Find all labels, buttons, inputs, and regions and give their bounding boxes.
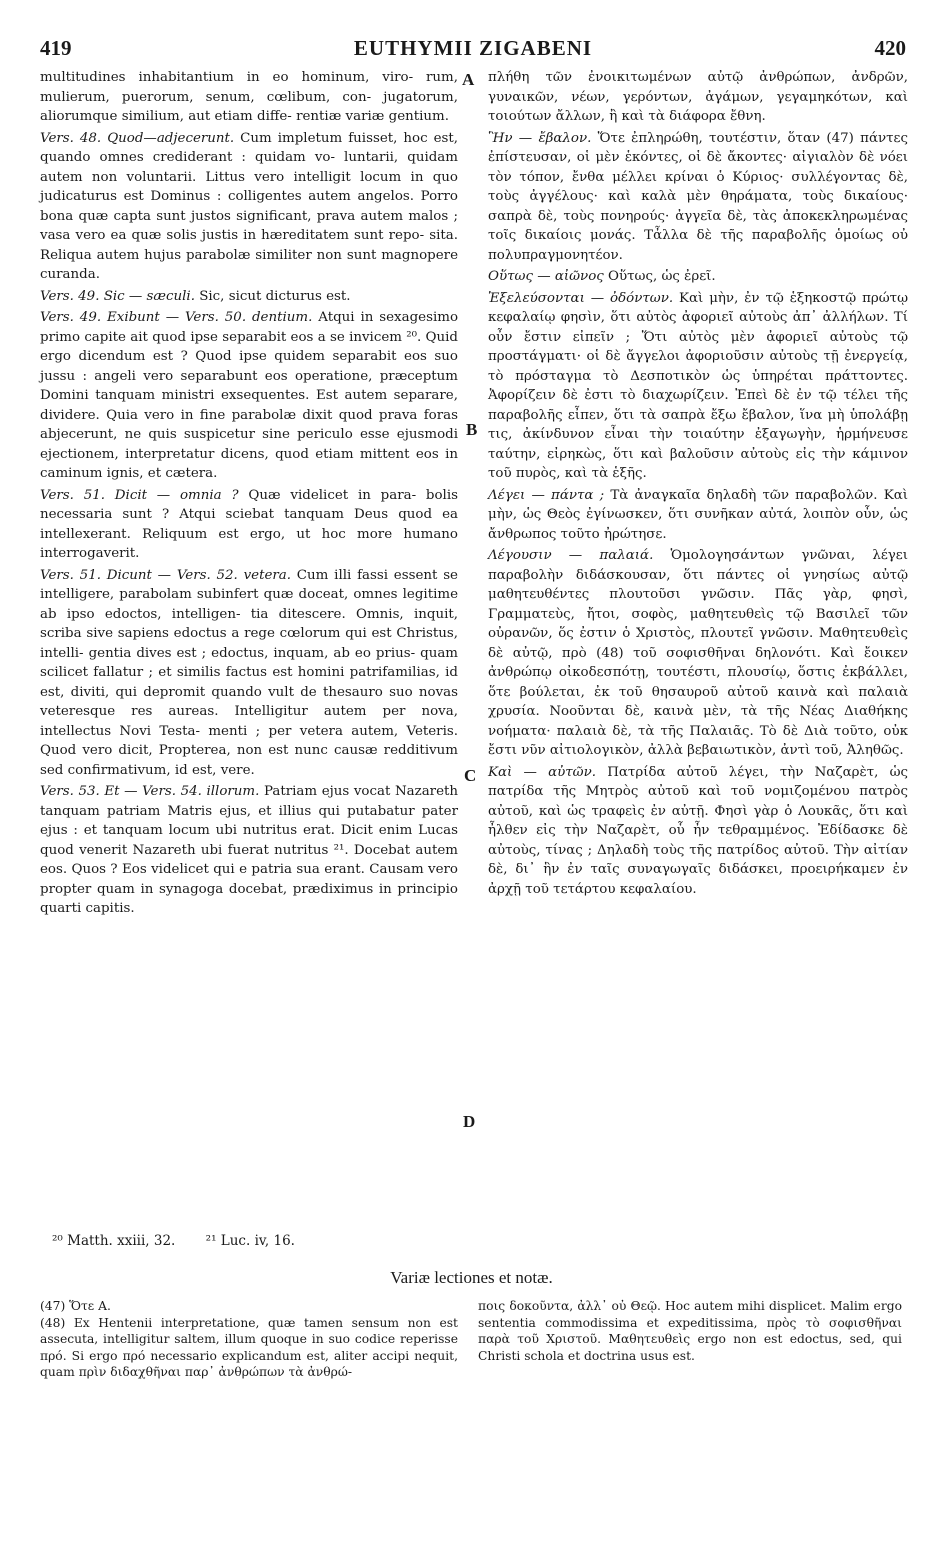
page-number-left: 419 [40, 36, 72, 60]
notes-right-column [478, 1298, 902, 1364]
margin-marker-c: C [464, 766, 477, 785]
greek-paragraph: Καὶ — αὐτῶν. Πατρίδα αὐτοῦ λέγει, τὴν Ναζαρὲτ, ὡς πατρίδα τῆς Μητρὸς αὐτοῦ καὶ τοῦ νομιζομένου πατρὸς αὐτοῦ, καὶ ὡς τραφεὶς ἐν αὐτῇ. Φησὶ γὰρ ὁ Λουκᾶς, ὅτι καὶ ἦλθεν εἰς τὴν Ναζαρὲτ, οὗ ἦν τεθραμμένος. Ἐδίδασκε δὲ αὐτοὺς, τίνας ; Δηλαδὴ τοὺς τῆς πατρίδος αὐτοῦ. Τὴν αἰτίαν δὲ, δι᾽ ἣν ἐν ταῖς συναγωγαῖς διδάσκει, προειρήκαμεν ἐν ἀρχῇ τοῦ τετάρτου κεφαλαίου. [488, 764, 908, 897]
margin-marker-b: B [466, 420, 478, 439]
latin-paragraph: Vers. 49. Sic — sæculi. Sic, sicut dicturus est. [40, 288, 351, 304]
greek-paragraph: Ἐξελεύσονται — ὀδόντων. Καὶ μὴν, ἐν τῷ ἑξηκοστῷ πρώτῳ κεφαλαίῳ φησὶν, ὅτι αὐτὸς ἀφοριεῖ αὐτοὺς ἀπ᾽ ἀλλήλων. Τί οὖν ἔστιν εἰπεῖν ; Ὅτι αὐτὸς μὲν ἀφοριεῖ αὐτοὺς τῷ προστάγματι· οἱ δὲ ἄγγελοι ἀφοριοῦσιν αὐτοὺς τῇ ἐνεργείᾳ, τὸ πρόσταγμα τὸ Δεσποτικὸν ὡς ὑπηρέται πράττοντες. Ἀφορίζειν δὲ ἐστι τὸ διαχωρίζειν. Ἐπεὶ δὲ ἐν τῷ τέλει τῆς παραβολῆς εἶπεν, ὅτι τὰ σαπρὰ ἔξω ἔβαλον, ἵνα μὴ ὑπολάβῃ τις, ἀκίνδυνον εἶναι τὴν τοιαύτην ἐξαγωγὴν, ἡρμήνευσε ταύτην, εἰρηκὼς, ὅτι καὶ βαλοῦσιν αὐτοὺς εἰς τὴν κάμινον τοῦ πυρὸς, καὶ τὰ ἑξῆς. [488, 290, 908, 481]
latin-paragraph: Vers. 49. Exibunt — Vers. 50. dentium. Atqui in sexagesimo primo capite ait quod ipse separabit eos a se invicem ²⁰. Quid ergo dicendum est ? Quod ipse quidem separabit eos suo jussu : angeli vero separabunt eos operatione, præceptum Domini tanquam ministri exsequentes. Est autem separare, dividere. Quia vero in fine parabolæ dixit quod prava foras abjecerunt, ne quis suspicetur sine periculo esse ejusmodi ejectionem, interpretatur dicens, quod etiam mittent eos in caminum ignis, et cætera. [40, 310, 459, 481]
verse-lemma: Vers. 51. Dicit — omnia ? [40, 487, 239, 503]
page-header [40, 36, 906, 64]
verse-lemma: Vers. 51. Dicunt — Vers. 52. vetera. [40, 567, 292, 583]
running-title: EUTHYMII ZIGABENI [353, 36, 593, 60]
latin-paragraph: Vers. 51. Dicunt — Vers. 52. vetera. Cum illi fassi essent se intelligere, parabolam subinfert quæ doceat, omnes legitime ab ipso edoctos, intelligen- tia ditescere. Omnis, inquit, scriba sive sapiens edoctus a rege cœlorum qui est Christus, intelli- gentia dives est ; edoctus, inquam, ab eo prius- quam scilicet fallatur ; et similis factus est homini patrifamilias, id est, diviti, qui depromit quando vult de thesauro suo novas veteresque res aureas. Intelligitur autem per nova, intellectus Novi Testa- menti ; per vetera autem, Veteris. Quod vero dicit, Propterea, non est nunc causæ redditivum sed confirmativum, id est, vere. [40, 567, 458, 778]
greek-paragraph: πλήθη τῶν ἐνοικιτωμένων αὐτῷ ἀνθρώπων, ἀνδρῶν, γυναικῶν, νέων, γερόντων, ἀγάμων, γεγαμηκότων, καὶ τοιούτων ἄλλων, ἢ καὶ τὰ διάφορα ἔθνη. [488, 70, 908, 124]
verse-lemma: Vers. 49. Sic — sæculi. [40, 288, 195, 304]
note-48: (48) Ex Hentenii interpretatione, quæ tamen sensum non est assecuta, intelligitur saltem, illum quoque in suo codice reperisse πρό. Si ergo πρό necessario explicandum est, aliter accipi nequit, quam πρὶν διδαχθῆναι παρ᾽ ἀνθρώπων τὰ ἀνθρώ- [40, 1315, 458, 1379]
footnotes [52, 1233, 452, 1249]
greek-column [488, 68, 908, 901]
greek-paragraph: Λέγει — πάντα ; Τὰ ἀναγκαῖα δηλαδὴ τῶν παραβολῶν. Καὶ μὴν, ὡς Θεὸς ἐγίνωσκεν, ὅτι συνῆκαν αὐτά, λοιπὸν οὖν, ὡς ἄνθρωπος τοῦτο ἠρώτησε. [488, 487, 908, 542]
latin-paragraph: Vers. 48. Quod—adjecerunt. Cum impletum fuisset, hoc est, quando omnes crediderant : quidam vo- luntarii, quidam autem non voluntarii. Littus vero intelligit locum in quo judicaturus est Dominus : colligentes autem angelos. Porro bona quæ capta sunt justos significant, prava autem malos ; vasa vero ea quæ solis justis in hæreditatem sunt repo- sita. Reliqua autem hujus parabolæ similiter non sunt magnopere curanda. [40, 130, 458, 282]
notes-left-column [40, 1298, 458, 1381]
note-47: (47) Ὅτε A. [40, 1299, 111, 1313]
greek-paragraph: Ἣν — ἔβαλον. Ὅτε ἐπληρώθη, τουτέστιν, ὅταν (47) πάντες ἐπίστευσαν, οἱ μὲν ἑκόντες, οἱ δὲ ἄκοντες· αἰγιαλὸν δὲ νόει τὸν τόπον, ἔνθα μέλλει κρίναι ὁ Κύριος· συλλέγοντας δὲ, τοὺς ἀγγέλους· καὶ καλὰ μὲν θηράματα, τοὺς δικαίους· σαπρὰ δὲ, τοὺς πονηρούς· ἀγγεῖα δὲ, τὰς ἀποκεκληρωμένας τοῖς δικαίοις μονάς. Τἆλλα δὲ τῆς παραβολῆς ὁμοίως οὐ πολυπραγμονητέον. [488, 130, 908, 263]
latin-column [40, 68, 458, 921]
footnote-20: ²⁰ Matth. xxiii, 32. [52, 1233, 176, 1249]
verse-lemma: Ἣν — ἔβαλον. [488, 130, 592, 146]
verse-lemma: Λέγει — πάντα ; [488, 487, 605, 503]
verse-lemma: Λέγουσιν — παλαιά. [488, 548, 654, 563]
verse-lemma: Vers. 48. Quod—adjecerunt. [40, 130, 235, 146]
greek-paragraph: Οὕτως — αἰῶνος Οὕτως, ὡς ἐρεῖ. [488, 269, 716, 284]
notes-heading: Variæ lectiones et notæ. [390, 1268, 553, 1287]
verse-lemma: Vers. 53. Et — Vers. 54. illorum. [40, 784, 260, 799]
latin-paragraph: multitudines inhabitantium in eo hominum, viro- rum, mulierum, puerorum, senum, cœlibum, con- jugatorum, aliorumque similium, aut etiam diffe- rentiæ variæ gentium. [40, 70, 458, 124]
verse-lemma: Καὶ — αὐτῶν. [488, 764, 596, 780]
latin-paragraph: Vers. 51. Dicit — omnia ? Quæ videlicet in para- bolis necessaria sunt ? Atqui sciebat tanquam Deus quod ea intellexerant. Reliquum est ergo, ut hoc more humano interrogaverit. [40, 487, 458, 561]
note-48-continuation: ποις δοκοῦντα, ἀλλ᾽ οὐ Θεῷ. Hoc autem mihi displicet. Malim ergo sententia commodissima et expeditissima, πρὸς τὸ σοφισθῆναι παρὰ τοῦ Χριστοῦ. Μαθητευθεὶς ergo non est edoctus, sed, qui Christi schola et doctrina usus est. [478, 1299, 902, 1363]
verse-lemma: Vers. 49. Exibunt — Vers. 50. dentium. [40, 310, 313, 325]
latin-paragraph: Vers. 53. Et — Vers. 54. illorum. Patriam ejus vocat Nazareth tanquam patriam Matris ejus, et illius qui putabatur pater ejus : et tanquam locum ubi nutritus erat. Dicit enim Lucas quod venerit Nazareth ubi fuerat nutritus ²¹. Docebat autem eos. Quos ? Eos videlicet qui e patria sua erant. Causam vero propter quam in synagoga docebat, prædiximus in principio quarti capitis. [40, 784, 459, 916]
verse-lemma: Οὕτως — αἰῶνος [488, 269, 604, 284]
footnote-21: ²¹ Luc. iv, 16. [205, 1233, 295, 1249]
margin-marker-a: A [462, 70, 475, 89]
verse-lemma: Ἐξελεύσονται — ὀδόντων. [488, 290, 674, 306]
page-number-right: 420 [874, 36, 906, 60]
margin-marker-d: D [463, 1112, 476, 1131]
greek-paragraph: Λέγουσιν — παλαιά. Ὁμολογησάντων γνῶναι, λέγει παραβολὴν διδάσκουσαν, ὅτι πάντες οἱ γνησίως αὐτῷ μαθητευθέντες πλουτοῦσι γνῶσιν. Πᾶς γὰρ, φησὶ, Γραμματεὺς, ἤτοι, σοφὸς, μαθητευθεὶς τῷ Βασιλεῖ τῶν οὐρανῶν, ὅς ἐστιν ὁ Χριστὸς, πλουτεῖ γνῶσιν. Μαθητευθεὶς δὲ αὐτῷ, πρὸ (48) τοῦ σοφισθῆναι δηλονότι. Καὶ ἔοικεν ἀνθρώπῳ οἰκοδεσπότῃ, τουτέστι, πλουσίῳ, ὅστις ἐκβάλλει, ὅτε βούλεται, ἐκ τοῦ θησαυροῦ αὐτοῦ καινὰ καὶ παλαιὰ χρυσία. Νοοῦνται δὲ, καινὰ μὲν, τὰ τῆς Νέας Διαθήκης νοήματα· παλαιὰ δὲ, τὰ τῆς Παλαιᾶς. Τὸ δὲ Διὰ τοῦτο, οὐκ ἔστι νῦν αἰτιολογικὸν, ἀλλὰ βεβαιωτικὸν, ἀντὶ τοῦ, Ἀληθῶς. [488, 548, 908, 758]
